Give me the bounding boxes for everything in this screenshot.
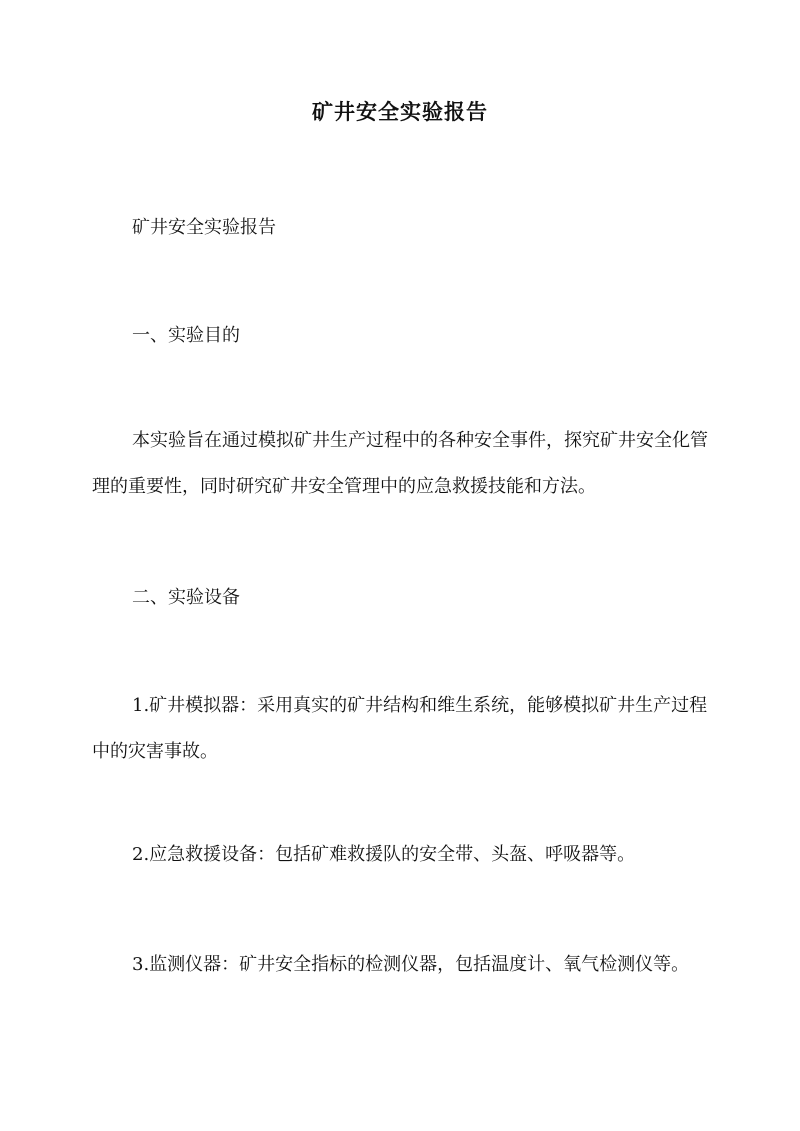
- section-heading-equipment: 二、实验设备: [132, 587, 240, 608]
- paragraph-purpose: 本实验旨在通过模拟矿井生产过程中的各种安全事件，探究矿井安全化管理的重要性，同时研究矿井安全管理中的应急救援技能和方法。: [92, 430, 708, 497]
- section-heading-purpose: 一、实验目的: [132, 325, 240, 346]
- list-item-mine-simulator: 1.矿井模拟器：采用真实的矿井结构和维生系统，能够模拟矿井生产过程中的灾害事故。: [92, 695, 708, 762]
- list-item-monitoring-instruments: 3.监测仪器：矿井安全指标的检测仪器，包括温度计、氧气检测仪等。: [132, 954, 690, 975]
- document-title: 矿井安全实验报告: [312, 99, 488, 124]
- list-item-rescue-equipment: 2.应急救援设备：包括矿难救援队的安全带、头盔、呼吸器等。: [132, 844, 636, 865]
- paragraph-subtitle: 矿井安全实验报告: [132, 217, 276, 238]
